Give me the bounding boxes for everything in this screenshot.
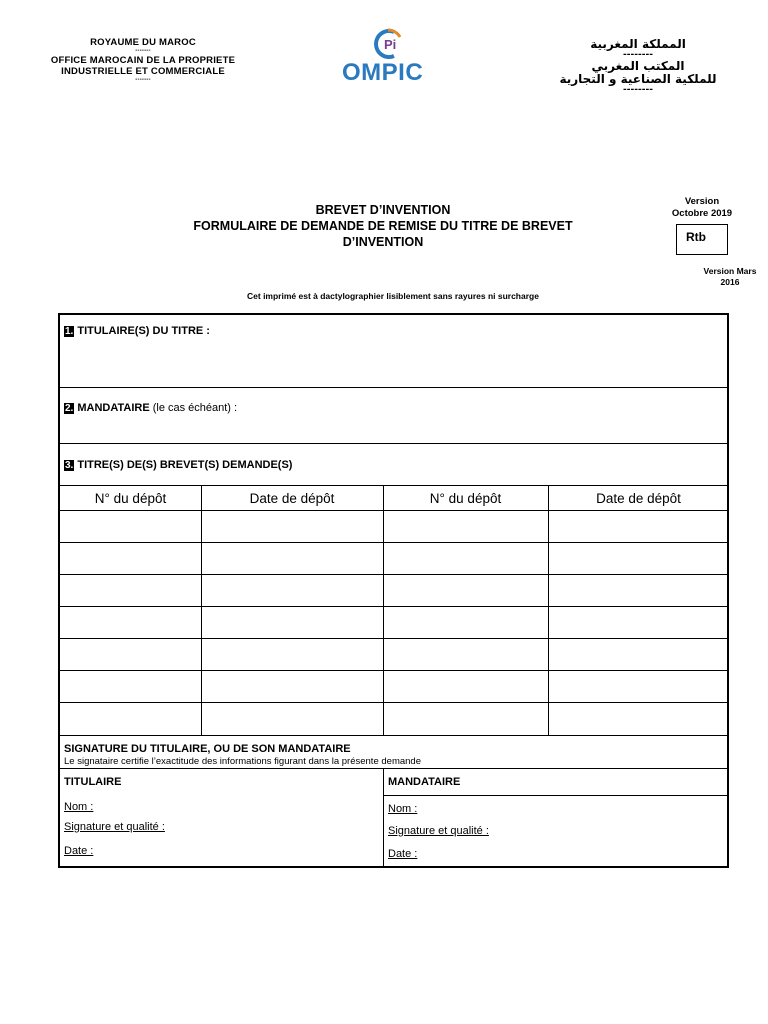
- titulaire-column-label: TITULAIRE: [64, 776, 122, 788]
- table-header-num-depot: N° du dépôt: [94, 491, 167, 506]
- titulaire-nom-field[interactable]: Nom :: [64, 801, 94, 813]
- header-separator: --------: [623, 50, 653, 60]
- form-code-box: [676, 224, 728, 255]
- titulaire-signature-field[interactable]: Signature et qualité :: [64, 821, 165, 833]
- form-frame: [58, 313, 729, 868]
- title-line1: BREVET D’INVENTION: [315, 203, 451, 217]
- header-separator: --------: [623, 85, 653, 95]
- section-title: TITULAIRE(S) DU TITRE :: [77, 325, 210, 337]
- mandataire-signature-field[interactable]: Signature et qualité :: [388, 825, 489, 837]
- logo-initials: Pi: [384, 37, 397, 52]
- table-header-date-depot: Date de dépôt: [249, 491, 335, 506]
- section-number: 3.: [65, 460, 74, 471]
- divider: [60, 768, 727, 769]
- signature-subtitle: Le signataire certifie l’exactitude des informations figurant dans la présente demande: [64, 756, 421, 767]
- signature-column-line: [383, 768, 384, 868]
- section-number: 2.: [65, 403, 74, 414]
- version-top: [664, 196, 740, 220]
- table-header-date-depot: Date de dépôt: [596, 491, 681, 506]
- instruction-text: Cet imprimé est à dactylographier lisiblement sans rayures ni surcharge: [247, 291, 539, 301]
- header-office-line2: INDUSTRIELLE ET COMMERCIALE: [61, 66, 225, 77]
- document-title: [160, 202, 606, 250]
- header-right-arabic: [540, 38, 736, 95]
- version-year: 2016: [720, 277, 740, 287]
- mandataire-nom-field[interactable]: Nom :: [388, 803, 418, 815]
- version-bottom: [696, 266, 764, 288]
- section-title: TITRE(S) DE(S) BREVET(S) DEMANDE(S): [77, 459, 293, 471]
- section-title: MANDATAIRE: [77, 402, 150, 414]
- ompic-logo: [340, 27, 440, 89]
- signature-title: SIGNATURE DU TITULAIRE, OU DE SON MANDATAIRE: [64, 743, 351, 755]
- section-number: 1.: [65, 326, 74, 337]
- divider: [60, 387, 727, 388]
- version-label: Version Mars: [703, 266, 757, 276]
- divider: [383, 795, 727, 796]
- form-code: Rtb: [686, 230, 706, 244]
- section-mandataire-label: [64, 402, 237, 414]
- mandataire-column-label: MANDATAIRE: [388, 776, 461, 788]
- version-label: Version: [684, 196, 720, 207]
- header-office-arabic-line2: للملكية الصناعية و التجارية: [559, 72, 717, 86]
- header-kingdom: ROYAUME DU MAROC: [90, 37, 196, 48]
- titulaire-date-field[interactable]: Date :: [64, 845, 94, 857]
- section-note: (le cas échéant) :: [149, 402, 238, 414]
- version-date: Octobre 2019: [671, 208, 733, 219]
- table-header-num-depot: N° du dépôt: [429, 491, 502, 506]
- table-body[interactable]: [60, 511, 727, 735]
- mandataire-date-field[interactable]: Date :: [388, 848, 418, 860]
- ompic-logo-icon: [368, 27, 412, 61]
- title-line2: FORMULAIRE DE DEMANDE DE REMISE DU TITRE DE BREVET: [193, 219, 573, 233]
- titulaire-field[interactable]: [60, 341, 727, 387]
- header-office-arabic-line1: المكتب المغربي: [591, 59, 685, 73]
- title-line3: D’INVENTION: [342, 235, 424, 249]
- logo-wordmark: OMPIC: [342, 59, 424, 86]
- divider: [60, 735, 727, 736]
- mandataire-field[interactable]: [60, 418, 727, 443]
- section-titres-label: [64, 459, 292, 471]
- divider: [60, 443, 727, 444]
- header-separator: -------: [135, 77, 151, 83]
- section-titulaire-label: [64, 325, 210, 337]
- header-separator: -------: [135, 48, 151, 54]
- header-office-line1: OFFICE MAROCAIN DE LA PROPRIETE: [50, 55, 236, 66]
- header-kingdom-arabic: المملكة المغربية: [590, 37, 686, 51]
- divider: [60, 485, 727, 486]
- header-left-french: [40, 37, 246, 84]
